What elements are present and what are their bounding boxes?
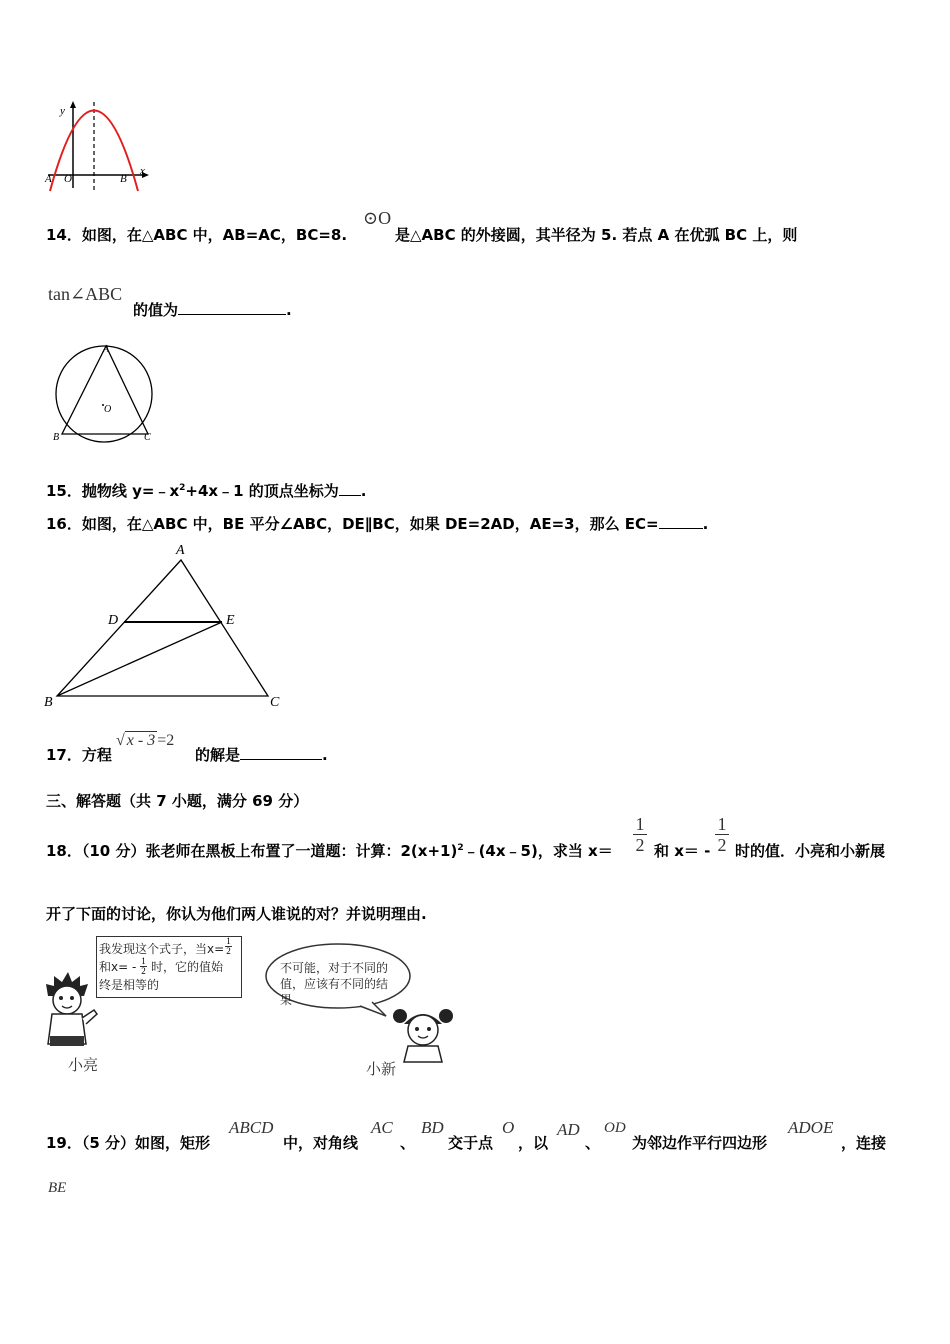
question-19-part-2: 中，对角线 (283, 1134, 359, 1152)
question-text: 抛物线 y=﹣x (81, 482, 180, 500)
triangle-figure (40, 540, 288, 712)
answer-blank[interactable] (178, 300, 286, 315)
fraction-negative-half (715, 814, 729, 855)
vertex-a-label: A (103, 344, 110, 355)
segment-be (57, 622, 222, 696)
girl-face (408, 1015, 438, 1045)
question-text: 如图，在△ABC 中，AB=AC，BC=8. (81, 226, 348, 244)
question-19-part-6: ，连接 (841, 1134, 887, 1152)
question-text: 如图，在△ABC 中，BE 平分∠ABC，DE∥BC，如果 DE=2AD，AE=3，那么 EC= (81, 515, 659, 533)
left-fraction (225, 937, 232, 956)
point-b-label: B (120, 173, 127, 185)
question-text: 的值为 (133, 301, 179, 319)
parallelogram-adoe-label: ADOE (788, 1118, 834, 1137)
answer-blank[interactable] (339, 481, 361, 496)
boy-name: 小亮 (68, 1056, 99, 1074)
vertex-a-label: A (176, 543, 185, 558)
question-text: 方程 (81, 746, 112, 764)
left-speech-text: 我发现这个式子，当x= (99, 942, 225, 956)
left-speech-line-2b: 时，它的值始 (151, 960, 224, 974)
girl-body (404, 1046, 442, 1062)
separator: 、 (400, 1134, 416, 1152)
separator: 、 (585, 1134, 601, 1152)
point-a-label: A (45, 173, 52, 185)
left-speech-line-3: 终是相等的 (99, 978, 160, 992)
parabola-figure (40, 98, 152, 194)
left-speech-box (96, 936, 242, 998)
left-speech-line-2 (99, 959, 136, 975)
right-speech-line-3: 果 (280, 993, 293, 1007)
girl-illustration (390, 1002, 460, 1064)
vertex-b-label: B (53, 432, 60, 443)
diagonal-bd-label: BD (421, 1118, 444, 1137)
vertex-b-label: B (44, 695, 53, 710)
left-speech-line-1 (99, 941, 224, 957)
question-text-2: +4x﹣1 的顶点坐标为 (185, 482, 339, 500)
equals-two: =2 (157, 732, 175, 749)
girl-hair-bun-left (393, 1009, 407, 1023)
denominator: 2 (635, 835, 645, 855)
point-e-label: E (226, 613, 235, 628)
left-speech-text: 和x= - (99, 960, 137, 974)
question-19-part-4: ，以 (518, 1134, 549, 1152)
numerator: 1 (226, 936, 231, 946)
period: . (286, 301, 292, 319)
vertex-c-label: C (144, 432, 151, 443)
answer-blank[interactable] (659, 514, 703, 529)
circle-o (56, 346, 152, 442)
diagonal-ac-label: AC (371, 1118, 393, 1137)
question-number: 18． (46, 842, 82, 860)
section-heading: 三、解答题（共 7 小题，满分 69 分） (46, 792, 309, 810)
rect-abcd-label: ABCD (229, 1118, 274, 1137)
tan-abc-expression: tan∠ABC (48, 284, 123, 304)
girl-eye-right (427, 1027, 431, 1031)
question-15 (46, 480, 366, 501)
period: . (360, 482, 367, 500)
radical-equation (116, 732, 174, 750)
exponent: 2 (457, 843, 464, 853)
question-text: 的解是 (195, 746, 241, 764)
segment-be-label: BE (48, 1180, 67, 1196)
triangle-abc (57, 560, 268, 696)
question-16 (46, 513, 708, 534)
side-ad-label: AD (557, 1120, 580, 1139)
question-number: 14． (46, 226, 82, 244)
boy-arm (82, 1010, 97, 1024)
girl-name: 小新 (366, 1060, 397, 1078)
question-14-line-2 (133, 299, 292, 320)
y-label: y (60, 105, 65, 117)
denominator: 2 (141, 966, 146, 976)
radical-sign: √ (116, 732, 125, 749)
denominator: 2 (226, 946, 231, 956)
x-label: x (140, 165, 145, 177)
question-14-line-1b: 是△ABC 的外接圆，其半径为 5. 若点 A 在优弧 BC 上，则 (395, 226, 798, 244)
fraction-one-half (633, 814, 647, 855)
question-number: 16． (46, 515, 82, 533)
origin-label: O (64, 173, 72, 185)
question-19-part-5: 为邻边作平行四边形 (632, 1134, 768, 1152)
radicand: x - 3 (126, 732, 156, 749)
numerator: 1 (717, 814, 727, 834)
boy-eye-right (70, 996, 74, 1000)
question-14-line-1 (46, 224, 347, 245)
question-18-line-1c: 时的值．小亮和小新展 (735, 842, 886, 860)
center-o-label: O (104, 404, 112, 415)
question-18-line-1a (46, 840, 613, 861)
point-o-label: O (502, 1118, 515, 1137)
question-17 (46, 744, 112, 765)
question-17-tail (195, 744, 328, 765)
period: . (322, 746, 328, 764)
triangle-abc (62, 346, 148, 434)
answer-blank[interactable] (240, 745, 322, 760)
side-od-label: OD (604, 1120, 626, 1136)
left-fraction-2 (140, 957, 147, 976)
girl-eye-left (415, 1027, 419, 1031)
question-19-part-3: 交于点 (448, 1134, 494, 1152)
question-number: 19． (46, 1134, 82, 1152)
point-d-label: D (108, 613, 119, 628)
question-number: 17． (46, 746, 82, 764)
question-text: （10 分）张老师在黑板上布置了一道题：计算：2(x+1) (81, 842, 458, 860)
denominator: 2 (717, 835, 727, 855)
boy-eye-left (59, 996, 63, 1000)
girl-hair-bun-right (439, 1009, 453, 1023)
question-19-part-1 (46, 1132, 210, 1153)
discussion-cartoon (40, 930, 470, 1080)
boy-face (53, 986, 81, 1014)
numerator: 1 (635, 814, 645, 834)
right-speech-line-2: 值，应该有不同的结 (280, 977, 389, 991)
exponent: 2 (179, 483, 186, 493)
circle-o-symbol: ⊙O (363, 208, 392, 228)
boy-illustration (42, 970, 102, 1052)
question-number: 15． (46, 482, 82, 500)
numerator: 1 (141, 956, 146, 966)
vertex-c-label: C (270, 695, 280, 710)
circumcircle-figure (48, 340, 160, 446)
period: . (702, 515, 709, 533)
right-speech-line-1: 不可能，对于不同的 (280, 961, 389, 975)
question-text-2: ﹣(4x﹣5)，求当 x＝ (463, 842, 613, 860)
boy-pants (50, 1036, 84, 1046)
question-18-line-1b: 和 x＝ - (654, 842, 711, 860)
question-18-line-2: 开了下面的讨论，你认为他们两人谁说的对？并说明理由. (46, 905, 427, 923)
question-text: （5 分）如图，矩形 (81, 1134, 211, 1152)
y-axis-arrow (70, 101, 76, 108)
